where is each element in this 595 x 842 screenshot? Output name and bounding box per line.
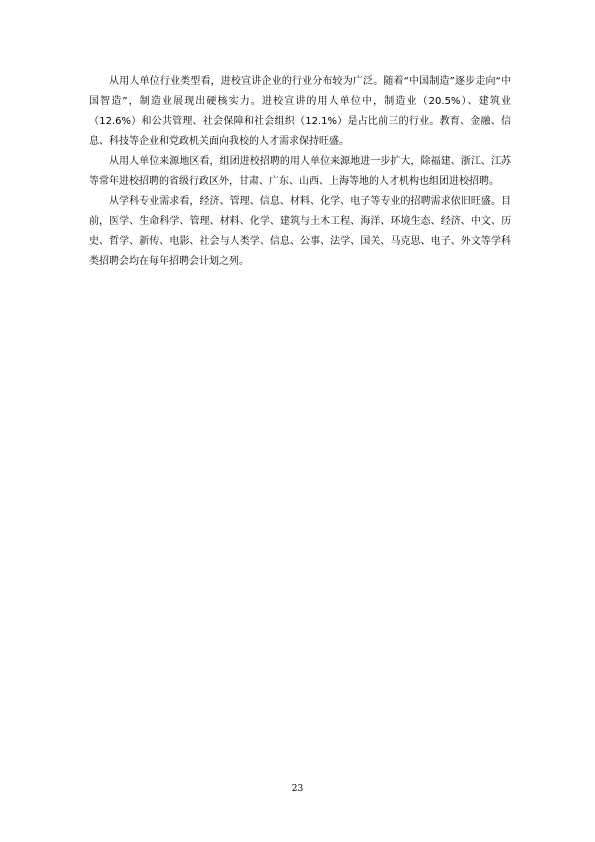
page-number: 23 — [291, 784, 304, 794]
paragraph-industry-distribution: 从用人单位行业类型看，进校宣讲企业的行业分布较为广泛。随着“中国制造”逐步走向“中国智造”，制造业展现出硬核实力。进校宣讲的用人单位中，制造业（20.5%）、建筑业（12.6%）和公共管理、社会保障和社会组织（12.1%）是占比前三的行业。教育、金融、信息、科技等企业和党政机关面向我校的人才需求保持旺盛。 — [89, 76, 511, 147]
body-text — [89, 72, 511, 272]
paragraph-regional-sources: 从用人单位来源地区看，组团进校招聘的用人单位来源地进一步扩大，除福建、浙江、江苏等常年进校招聘的省级行政区外，甘肃、广东、山西、上海等地的人才机构也组团进校招聘。 — [89, 156, 511, 187]
paragraph-discipline-demand: 从学科专业需求看，经济、管理、信息、材料、化学、电子等专业的招聘需求依旧旺盛。目前，医学、生命科学、管理、材料、化学、建筑与土木工程、海洋、环境生态、经济、中文、历史、哲学、新传、电影、社会与人类学、信息、公事、法学、国关、马克思、电子、外文等学科类招聘会均在每年招聘会计划之列。 — [89, 196, 511, 267]
